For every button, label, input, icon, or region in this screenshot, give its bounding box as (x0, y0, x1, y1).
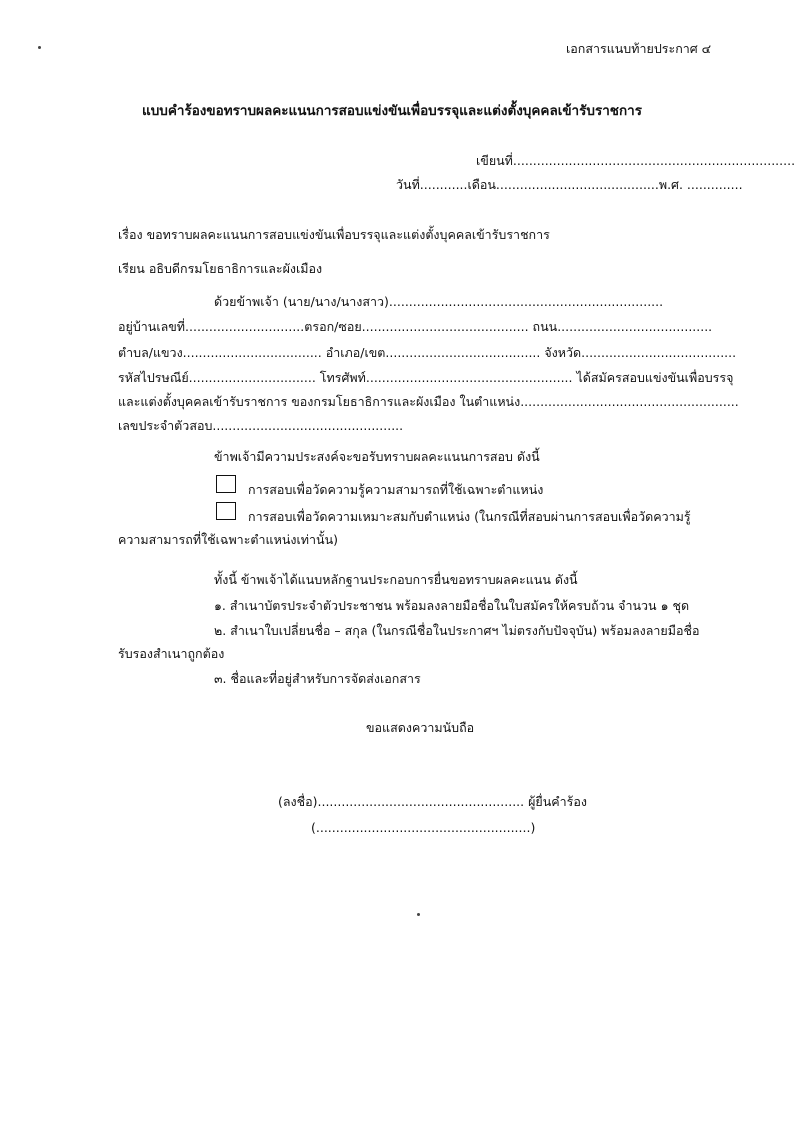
district-field[interactable]: ตำบล/แขวง................................... อำเภอ/เขต....................................... จังหวัด....................................... (118, 345, 737, 360)
written-at-field[interactable]: เขียนที่....................................................................... (476, 153, 796, 168)
option-suitability-checkbox[interactable] (216, 502, 236, 520)
form-title: แบบคำร้องขอทราบผลคะแนนการสอบแข่งขันเพื่อบรรจุและแต่งตั้งบุคคลเข้ารับราชการ (142, 103, 642, 119)
signature-name-field[interactable]: (......................................................) (311, 820, 536, 835)
option-suitability-label: การสอบเพื่อวัดความเหมาะสมกับตำแหน่ง (ในกรณีที่สอบผ่านการสอบเพื่อวัดความรู้ (248, 509, 691, 524)
date-field[interactable]: วันที่............เดือน.........................................พ.ศ. .............. (396, 177, 743, 192)
closing-line: ขอแสดงความนับถือ (366, 720, 475, 735)
attachment-item-2: ๒. สำเนาใบเปลี่ยนชื่อ – สกุล (ในกรณีชื่อในประกาศฯ ไม่ตรงกับปัจจุบัน) พร้อมลงลายมือชื่อ (214, 623, 700, 638)
attachment-item-1: ๑. สำเนาบัตรประจำตัวประชาชน พร้อมลงลายมือชื่อในใบสมัครให้ครบถ้วน จำนวน ๑ ชุด (214, 598, 690, 613)
attachment-item-3: ๓. ชื่อและที่อยู่สำหรับการจัดส่งเอกสาร (214, 671, 421, 686)
applicant-name-field[interactable]: ด้วยข้าพเจ้า (นาย/นาง/นางสาว)..................................................................... (214, 294, 664, 309)
scan-speck (417, 913, 420, 916)
option-suitability-label-cont: ความสามารถที่ใช้เฉพาะตำแหน่งเท่านั้น) (118, 532, 338, 547)
signature-field[interactable]: (ลงชื่อ).................................................... ผู้ยื่นคำร้อง (278, 794, 587, 809)
option-knowledge-label: การสอบเพื่อวัดความรู้ความสามารถที่ใช้เฉพาะตำแหน่ง (248, 482, 544, 497)
option-knowledge-checkbox[interactable] (216, 475, 236, 493)
position-field[interactable]: และแต่งตั้งบุคคลเข้ารับราชการ ของกรมโยธาธิการและผังเมือง ในตำแหน่ง....................................................... (118, 394, 739, 409)
attachments-intro: ทั้งนี้ ข้าพเจ้าได้แนบหลักฐานประกอบการยื่นขอทราบผลคะแนน ดังนี้ (214, 572, 578, 587)
salutation-line: เรียน อธิบดีกรมโยธาธิการและผังเมือง (118, 261, 323, 276)
exam-id-field[interactable]: เลขประจำตัวสอบ................................................ (118, 418, 404, 433)
attachment-item-2-cont: รับรองสำเนาถูกต้อง (118, 646, 225, 661)
scan-speck (38, 46, 41, 49)
address-field[interactable]: อยู่บ้านเลขที่..............................ตรอก/ซอย.......................................... ถนน....................................... (118, 319, 713, 334)
postal-phone-field[interactable]: รหัสไปรษณีย์................................ โทรศัพท์.................................................... ได้สมัครสอบแข่งขันเพื่อบรรจุ (118, 370, 734, 385)
request-intro: ข้าพเจ้ามีความประสงค์จะขอรับทราบผลคะแนนการสอบ ดังนี้ (214, 449, 540, 464)
subject-line: เรื่อง ขอทราบผลคะแนนการสอบแข่งขันเพื่อบรรจุและแต่งตั้งบุคคลเข้ารับราชการ (118, 227, 550, 242)
annex-label: เอกสารแนบท้ายประกาศ ๔ (566, 41, 712, 56)
